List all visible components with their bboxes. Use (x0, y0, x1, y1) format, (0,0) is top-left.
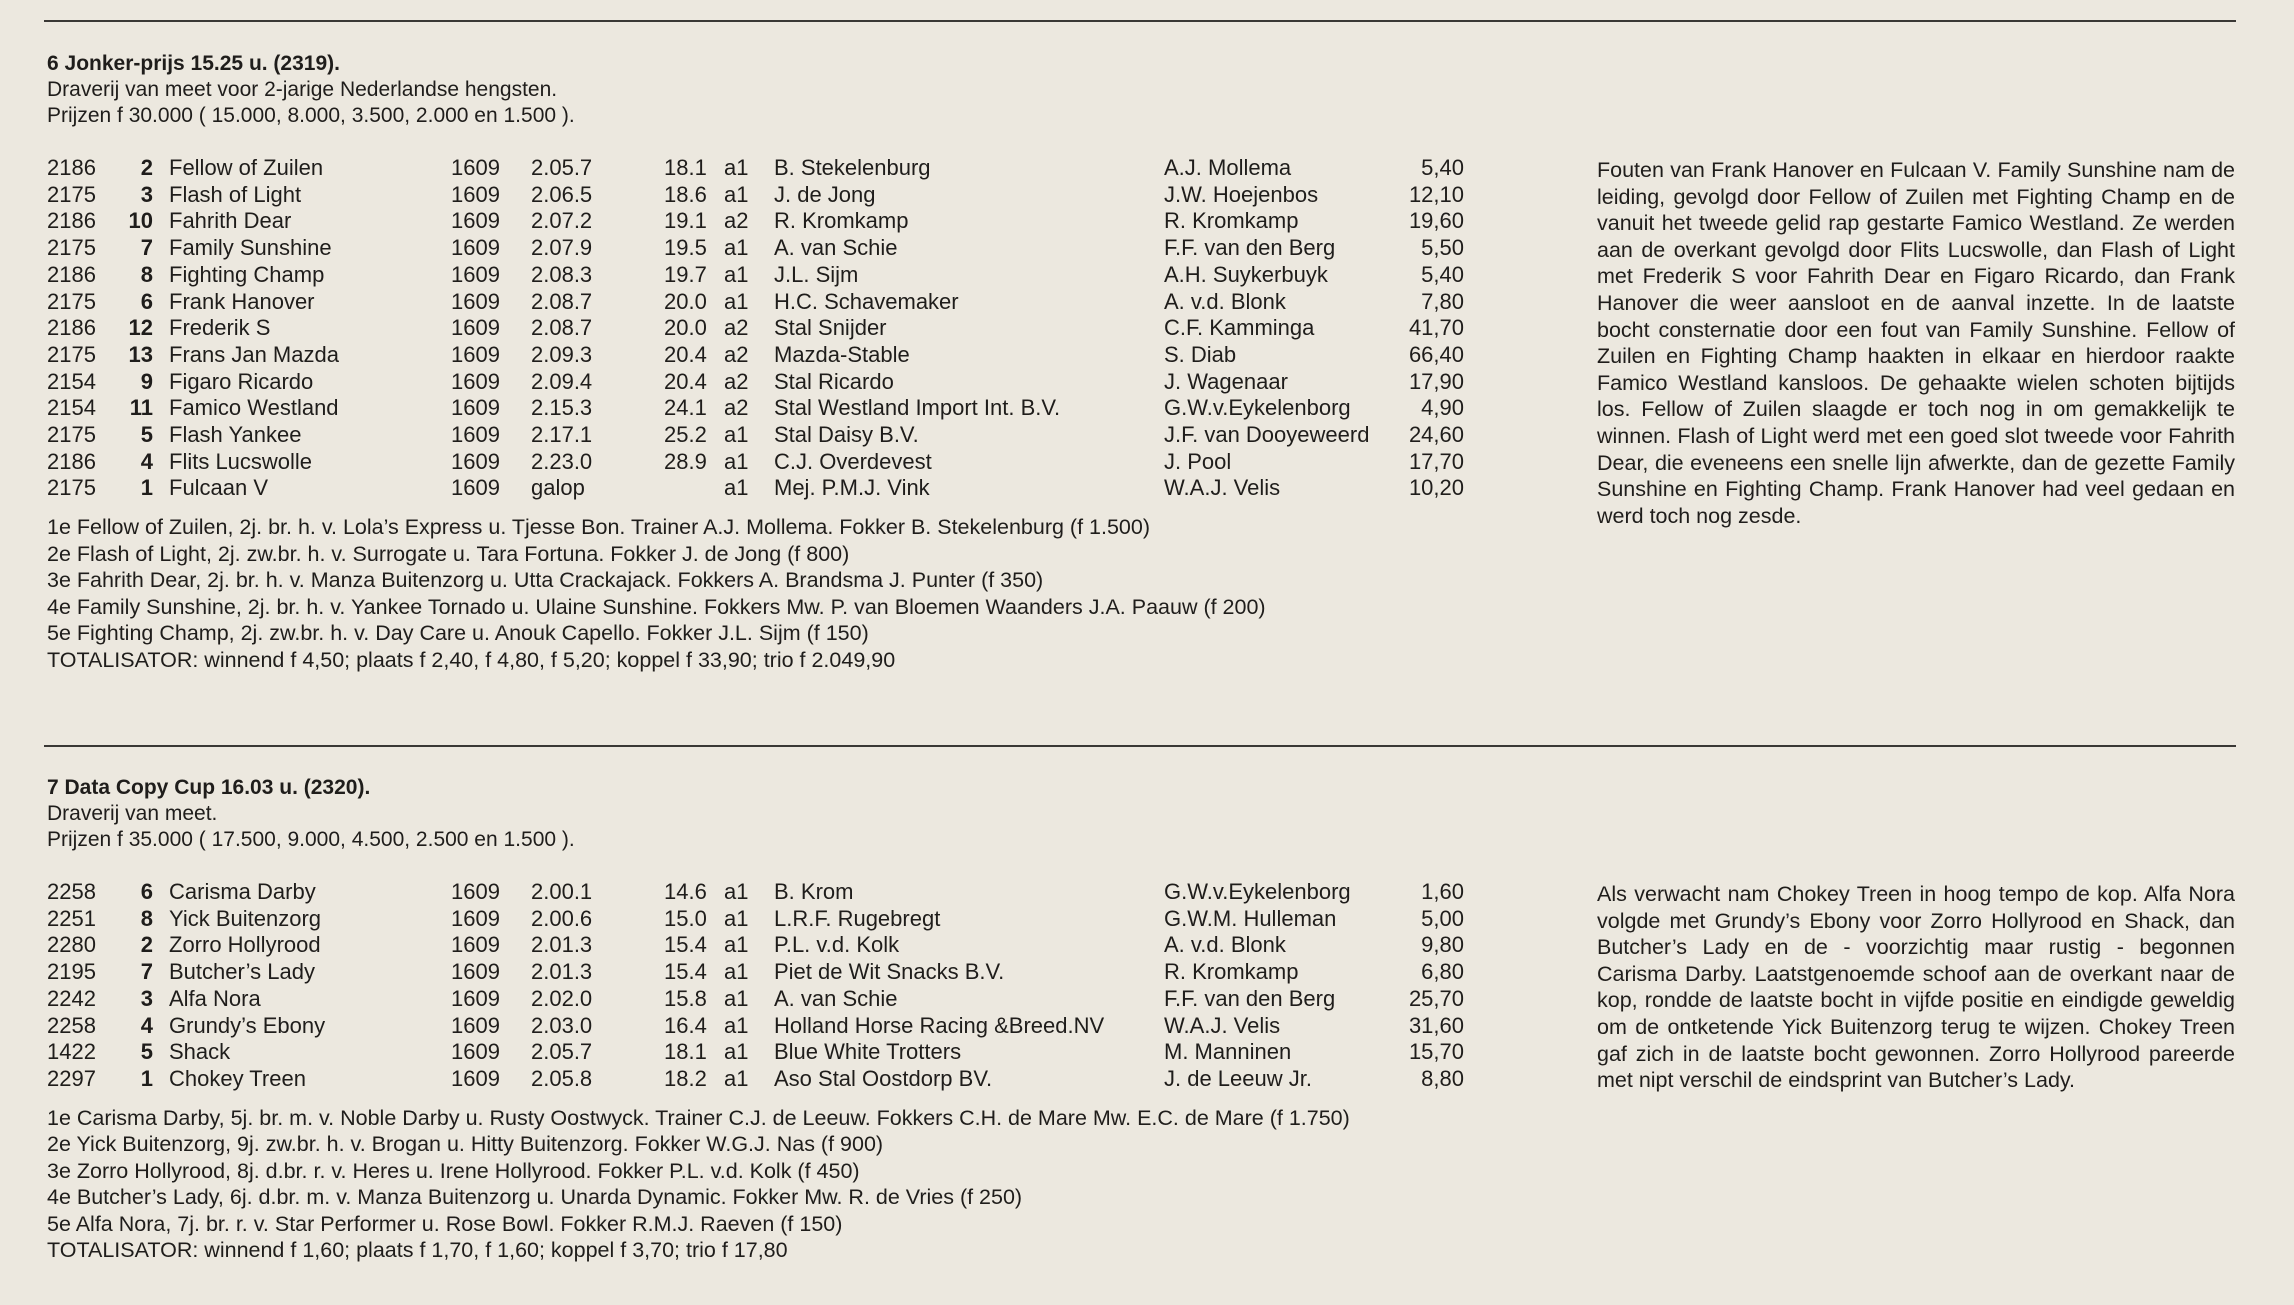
time-cell: 2.08.7 (531, 288, 593, 314)
result-row (47, 449, 1464, 476)
odds-cell: 4,90 (1421, 395, 1464, 421)
previous-race-cell: 2186 (47, 448, 96, 474)
result-row (47, 262, 1464, 289)
horse-number-cell: 6 (140, 879, 153, 904)
driver-owner-cell: Blue White Trotters (774, 1039, 962, 1065)
trainer-cell: G.W.M. Hulleman (1164, 905, 1337, 931)
horse-number-cell: 12 (128, 315, 153, 341)
distance-cell: 1609 (451, 879, 500, 904)
time-cell: 2.05.7 (531, 1039, 593, 1065)
distance-cell: 1609 (451, 1065, 500, 1091)
trainer-cell: F.F. van den Berg (1164, 985, 1336, 1011)
odds-cell: 41,70 (1408, 315, 1464, 341)
driver-owner-cell: B. Krom (774, 879, 854, 904)
previous-race-cell: 2175 (47, 288, 96, 314)
horse-name-cell: Chokey Treen (169, 1065, 306, 1091)
distance-cell: 1609 (451, 155, 500, 180)
horse-number-cell: 5 (140, 422, 153, 448)
previous-race-cell: 2297 (47, 1065, 96, 1091)
horse-name-cell: Frans Jan Mazda (169, 341, 339, 367)
section-divider (44, 745, 2236, 747)
horse-number-cell: 2 (140, 932, 153, 958)
km-time-cell: 20.0 (664, 288, 707, 314)
start-position-cell: a1 (724, 1039, 749, 1065)
km-time-cell: 20.4 (664, 341, 707, 367)
km-time-cell: 16.4 (664, 1012, 707, 1038)
previous-race-cell: 2258 (47, 879, 96, 904)
horse-name-cell: Fahrith Dear (169, 208, 292, 234)
previous-race-cell: 2186 (47, 155, 96, 180)
start-position-cell: a1 (724, 905, 749, 931)
horse-number-cell: 5 (140, 1039, 153, 1065)
horse-name-cell: Flits Lucswolle (169, 448, 313, 474)
time-cell: 2.07.2 (531, 208, 593, 234)
result-row (47, 155, 1464, 182)
time-cell: 2.08.3 (531, 261, 593, 287)
trainer-cell: J. de Leeuw Jr. (1164, 1065, 1312, 1091)
start-position-cell: a2 (724, 395, 749, 421)
previous-race-cell: 2258 (47, 1012, 96, 1038)
start-position-cell: a1 (724, 181, 749, 207)
trainer-cell: G.W.v.Eykelenborg (1164, 879, 1351, 904)
winner-line: 5e Fighting Champ, 2j. zw.br. h. v. Day Care u. Anouk Capello. Fokker J.L. Sijm (f 150) (47, 621, 869, 646)
result-row (47, 932, 1464, 959)
trainer-cell: F.F. van den Berg (1164, 235, 1336, 261)
driver-owner-cell: Mej. P.M.J. Vink (774, 475, 930, 501)
result-row (47, 1039, 1464, 1066)
result-row (47, 906, 1464, 933)
previous-race-cell: 2175 (47, 341, 96, 367)
previous-race-cell: 1422 (47, 1039, 96, 1065)
driver-owner-cell: H.C. Schavemaker (774, 288, 959, 314)
horse-number-cell: 8 (140, 261, 153, 287)
time-cell: 2.02.0 (531, 985, 593, 1011)
distance-cell: 1609 (451, 422, 500, 448)
result-row (47, 1013, 1464, 1040)
distance-cell: 1609 (451, 985, 500, 1011)
distance-cell: 1609 (451, 181, 500, 207)
odds-cell: 5,00 (1421, 905, 1464, 931)
driver-owner-cell: Stal Ricardo (774, 368, 894, 394)
start-position-cell: a1 (724, 879, 749, 904)
km-time-cell: 14.6 (664, 879, 707, 904)
race-title: 6 Jonker-prijs 15.25 u. (2319). (47, 52, 340, 75)
result-row (47, 879, 1464, 906)
odds-cell: 5,50 (1421, 235, 1464, 261)
horse-number-cell: 7 (140, 959, 153, 985)
distance-cell: 1609 (451, 368, 500, 394)
odds-cell: 15,70 (1408, 1039, 1464, 1065)
time-cell: 2.09.4 (531, 368, 593, 394)
distance-cell: 1609 (451, 341, 500, 367)
horse-name-cell: Fulcaan V (169, 475, 269, 501)
driver-owner-cell: A. van Schie (774, 235, 898, 261)
horse-number-cell: 3 (140, 985, 153, 1011)
race-prizes: Prijzen f 30.000 ( 15.000, 8.000, 3.500, 2.000 en 1.500 ). (47, 104, 575, 127)
horse-number-cell: 8 (140, 905, 153, 931)
winner-line: 1e Fellow of Zuilen, 2j. br. h. v. Lola’s Express u. Tjesse Bon. Trainer A.J. Mollema. Fokker B. Stekelenburg (f 1.500) (47, 515, 1150, 540)
odds-cell: 66,40 (1408, 341, 1464, 367)
km-time-cell: 28.9 (664, 448, 707, 474)
winner-line: 4e Family Sunshine, 2j. br. h. v. Yankee Tornado u. Ulaine Sunshine. Fokkers Mw. P. van Bloemen Waanders J.A. Paauw (f 200) (47, 594, 1266, 619)
horse-number-cell: 13 (128, 341, 153, 367)
previous-race-cell: 2195 (47, 959, 96, 985)
result-row (47, 342, 1464, 369)
result-row (47, 315, 1464, 342)
trainer-cell: R. Kromkamp (1164, 208, 1299, 234)
previous-race-cell: 2175 (47, 235, 96, 261)
result-row (47, 959, 1464, 986)
odds-cell: 10,20 (1408, 475, 1464, 501)
driver-owner-cell: Stal Snijder (774, 315, 887, 341)
start-position-cell: a1 (724, 422, 749, 448)
winner-line: 3e Fahrith Dear, 2j. br. h. v. Manza Buitenzorg u. Utta Crackajack. Fokkers A. Brandsma J. Punter (f 350) (47, 568, 1044, 593)
odds-cell: 12,10 (1408, 181, 1464, 207)
driver-owner-cell: R. Kromkamp (774, 208, 909, 234)
result-row (47, 208, 1464, 235)
horse-name-cell: Alfa Nora (169, 985, 261, 1011)
winner-line: 4e Butcher’s Lady, 6j. d.br. m. v. Manza Buitenzorg u. Unarda Dynamic. Fokker Mw. R. de Vries (f 250) (47, 1185, 1023, 1210)
previous-race-cell: 2280 (47, 932, 96, 958)
km-time-cell: 20.0 (664, 315, 707, 341)
start-position-cell: a1 (724, 155, 749, 180)
race-conditions: Draverij van meet. (47, 802, 218, 825)
start-position-cell: a1 (724, 985, 749, 1011)
distance-cell: 1609 (451, 959, 500, 985)
time-cell: 2.03.0 (531, 1012, 593, 1038)
odds-cell: 25,70 (1408, 985, 1464, 1011)
winner-line: 5e Alfa Nora, 7j. br. r. v. Star Performer u. Rose Bowl. Fokker R.M.J. Raeven (f 150) (47, 1211, 843, 1236)
odds-cell: 17,90 (1408, 368, 1464, 394)
km-time-cell: 18.1 (664, 155, 707, 180)
race-conditions: Draverij van meet voor 2-jarige Nederlandse hengsten. (47, 78, 558, 101)
odds-cell: 7,80 (1421, 288, 1464, 314)
time-cell: 2.08.7 (531, 315, 593, 341)
driver-owner-cell: J. de Jong (774, 181, 876, 207)
distance-cell: 1609 (451, 235, 500, 261)
horse-name-cell: Butcher’s Lady (169, 959, 315, 985)
time-cell: 2.00.1 (531, 879, 593, 904)
horse-name-cell: Shack (169, 1039, 231, 1065)
result-row (47, 475, 1464, 502)
distance-cell: 1609 (451, 261, 500, 287)
driver-owner-cell: L.R.F. Rugebregt (774, 905, 941, 931)
trainer-cell: C.F. Kamminga (1164, 315, 1315, 341)
horse-number-cell: 9 (140, 368, 153, 394)
km-time-cell: 20.4 (664, 368, 707, 394)
driver-owner-cell: Stal Daisy B.V. (774, 422, 919, 448)
time-cell: 2.05.7 (531, 155, 593, 180)
driver-owner-cell: B. Stekelenburg (774, 155, 931, 180)
odds-cell: 19,60 (1408, 208, 1464, 234)
trainer-cell: A. v.d. Blonk (1164, 932, 1286, 958)
time-cell: 2.01.3 (531, 959, 593, 985)
previous-race-cell: 2242 (47, 985, 96, 1011)
odds-cell: 6,80 (1421, 959, 1464, 985)
horse-number-cell: 2 (140, 155, 153, 180)
start-position-cell: a1 (724, 932, 749, 958)
km-time-cell: 15.4 (664, 932, 707, 958)
distance-cell: 1609 (451, 315, 500, 341)
horse-number-cell: 7 (140, 235, 153, 261)
start-position-cell: a2 (724, 208, 749, 234)
race-report: Als verwacht nam Chokey Treen in hoog tempo de kop. Alfa Nora volgde met Grundy’s Ebony voor Zorro Hollyrood en Shack, dan Butcher’s Lady en de - voorzichtig maar rustig - begonnen Carisma Darby. Laatstgenoemde schoof aan de overkant naar de kop, rondde de laatste bocht in vijfde positie en eindigde geweldig om de ontketende Yick Buitenzorg terug te wijzen. Chokey Treen gaf zich in de laatste bocht gewonnen. Zorro Hollyrood pareerde met nipt verschil de eindsprint van Butcher’s Lady. (1597, 882, 2235, 1093)
driver-owner-cell: Stal Westland Import Int. B.V. (774, 395, 1061, 421)
previous-race-cell: 2175 (47, 181, 96, 207)
distance-cell: 1609 (451, 395, 500, 421)
trainer-cell: J. Wagenaar (1164, 368, 1288, 394)
start-position-cell: a1 (724, 235, 749, 261)
odds-cell: 24,60 (1408, 422, 1464, 448)
odds-cell: 17,70 (1408, 448, 1464, 474)
previous-race-cell: 2186 (47, 208, 96, 234)
driver-owner-cell: Mazda-Stable (774, 341, 910, 367)
odds-cell: 8,80 (1421, 1065, 1464, 1091)
km-time-cell: 19.1 (664, 208, 707, 234)
previous-race-cell: 2154 (47, 368, 96, 394)
time-cell: 2.09.3 (531, 341, 593, 367)
trainer-cell: A. v.d. Blonk (1164, 288, 1286, 314)
km-time-cell (664, 475, 724, 502)
driver-owner-cell: Aso Stal Oostdorp BV. (774, 1065, 993, 1091)
horse-number-cell: 6 (140, 288, 153, 314)
odds-cell: 5,40 (1421, 261, 1464, 287)
horse-number-cell: 3 (140, 181, 153, 207)
winner-line: 1e Carisma Darby, 5j. br. m. v. Noble Darby u. Rusty Oostwyck. Trainer C.J. de Leeuw. Fokkers C.H. de Mare Mw. E.C. de Mare (f 1.750) (47, 1105, 1350, 1130)
trainer-cell: M. Manninen (1164, 1039, 1292, 1065)
time-cell: 2.00.6 (531, 905, 593, 931)
km-time-cell: 18.2 (664, 1065, 707, 1091)
trainer-cell: J.W. Hoejenbos (1164, 181, 1319, 207)
horse-name-cell: Fighting Champ (169, 261, 325, 287)
horse-name-cell: Frederik S (169, 315, 271, 341)
horse-name-cell: Flash of Light (169, 181, 302, 207)
start-position-cell: a1 (724, 448, 749, 474)
winner-line: 3e Zorro Hollyrood, 8j. d.br. r. v. Heres u. Irene Hollyrood. Fokker P.L. v.d. Kolk (f 450) (47, 1158, 860, 1183)
trainer-cell: J. Pool (1164, 448, 1232, 474)
driver-owner-cell: J.L. Sijm (774, 261, 859, 287)
horse-name-cell: Carisma Darby (169, 879, 316, 904)
start-position-cell: a2 (724, 341, 749, 367)
start-position-cell: a1 (724, 959, 749, 985)
km-time-cell: 24.1 (664, 395, 707, 421)
distance-cell: 1609 (451, 1012, 500, 1038)
horse-name-cell: Family Sunshine (169, 235, 332, 261)
winners-list (47, 1105, 2247, 1264)
results-table (47, 879, 1464, 1093)
km-time-cell: 25.2 (664, 422, 707, 448)
start-position-cell: a1 (724, 475, 749, 501)
horse-name-cell: Fellow of Zuilen (169, 155, 324, 180)
time-cell: galop (531, 475, 585, 501)
horse-number-cell: 10 (128, 208, 153, 234)
start-position-cell: a1 (724, 1012, 749, 1038)
distance-cell: 1609 (451, 448, 500, 474)
horse-name-cell: Flash Yankee (169, 422, 302, 448)
horse-number-cell: 4 (140, 1012, 153, 1038)
odds-cell: 1,60 (1421, 879, 1464, 904)
time-cell: 2.07.9 (531, 235, 593, 261)
horse-number-cell: 11 (129, 395, 153, 421)
winner-line: 2e Yick Buitenzorg, 9j. zw.br. h. v. Brogan u. Hitty Buitenzorg. Fokker W.G.J. Nas (f 900) (47, 1132, 884, 1157)
result-row (47, 1066, 1464, 1093)
odds-cell: 31,60 (1408, 1012, 1464, 1038)
start-position-cell: a2 (724, 368, 749, 394)
driver-owner-cell: Piet de Wit Snacks B.V. (774, 959, 1005, 985)
horse-name-cell: Famico Westland (169, 395, 339, 421)
trainer-cell: R. Kromkamp (1164, 959, 1299, 985)
result-row (47, 235, 1464, 262)
km-time-cell: 19.5 (664, 235, 707, 261)
previous-race-cell: 2186 (47, 315, 96, 341)
driver-owner-cell: P.L. v.d. Kolk (774, 932, 900, 958)
km-time-cell: 15.4 (664, 959, 707, 985)
results-table (47, 155, 1464, 502)
start-position-cell: a2 (724, 315, 749, 341)
driver-owner-cell: A. van Schie (774, 985, 898, 1011)
previous-race-cell: 2186 (47, 261, 96, 287)
previous-race-cell: 2251 (47, 905, 96, 931)
totalisator-line: TOTALISATOR: winnend f 4,50; plaats f 2,40, f 4,80, f 5,20; koppel f 33,90; trio f 2.049,90 (47, 647, 896, 672)
previous-race-cell: 2175 (47, 475, 96, 501)
distance-cell: 1609 (451, 905, 500, 931)
odds-cell: 5,40 (1421, 155, 1464, 180)
time-cell: 2.05.8 (531, 1065, 593, 1091)
race-title: 7 Data Copy Cup 16.03 u. (2320). (47, 776, 371, 799)
distance-cell: 1609 (451, 932, 500, 958)
time-cell: 2.17.1 (531, 422, 593, 448)
odds-cell: 9,80 (1421, 932, 1464, 958)
result-row (47, 182, 1464, 209)
race-prizes: Prijzen f 35.000 ( 17.500, 9.000, 4.500, 2.500 en 1.500 ). (47, 828, 575, 851)
time-cell: 2.01.3 (531, 932, 593, 958)
top-rule (44, 20, 2236, 22)
result-row (47, 986, 1464, 1013)
result-row (47, 369, 1464, 396)
time-cell: 2.23.0 (531, 448, 593, 474)
distance-cell: 1609 (451, 208, 500, 234)
distance-cell: 1609 (451, 288, 500, 314)
horse-number-cell: 4 (140, 448, 153, 474)
result-row (47, 422, 1464, 449)
trainer-cell: J.F. van Dooyeweerd (1164, 422, 1370, 448)
horse-name-cell: Yick Buitenzorg (169, 905, 322, 931)
km-time-cell: 15.8 (664, 985, 707, 1011)
horse-name-cell: Figaro Ricardo (169, 368, 314, 394)
km-time-cell: 18.1 (664, 1039, 707, 1065)
start-position-cell: a1 (724, 288, 749, 314)
km-time-cell: 18.6 (664, 181, 707, 207)
km-time-cell: 19.7 (664, 261, 707, 287)
driver-owner-cell: Holland Horse Racing &Breed.NV (774, 1012, 1105, 1038)
totalisator-line: TOTALISATOR: winnend f 1,60; plaats f 1,70, f 1,60; koppel f 3,70; trio f 17,80 (47, 1238, 788, 1263)
start-position-cell: a1 (724, 1065, 749, 1091)
start-position-cell: a1 (724, 261, 749, 287)
result-row (47, 289, 1464, 316)
previous-race-cell: 2175 (47, 422, 96, 448)
horse-number-cell: 1 (140, 1065, 153, 1091)
km-time-cell: 15.0 (664, 905, 707, 931)
trainer-cell: W.A.J. Velis (1164, 475, 1281, 501)
race-report: Fouten van Frank Hanover en Fulcaan V. Family Sunshine nam de leiding, gevolgd door Fellow of Zuilen met Fighting Champ en de vanuit het tweede gelid rap gestarte Famico Westland. Ze werden aan de overkant gevolgd door Flits Lucswolle, dan Flash of Light met Frederik S voor Fahrith Dear en Figaro Ricardo, dan Frank Hanover die weer aansloot en de aanval inzette. In de laatste bocht consternatie door een fout van Family Sunshine. Fellow of Zuilen en Fighting Champ haakten in elkaar en hierdoor raakte Famico Westland kansloos. De gehaakte wielen schoten bijtijds los. Fellow of Zuilen slaagde er toch nog in om gemakkelijk te winnen. Flash of Light werd met een goed slot tweede voor Fahrith Dear, die eveneens een snelle lijn afwerkte, dan de gezette Family Sunshine en Fighting Champ. Frank Hanover had veel gedaan en werd toch nog zesde. (1597, 158, 2235, 528)
horse-name-cell: Grundy’s Ebony (169, 1012, 326, 1038)
trainer-cell: S. Diab (1164, 341, 1237, 367)
trainer-cell: G.W.v.Eykelenborg (1164, 395, 1351, 421)
trainer-cell: W.A.J. Velis (1164, 1012, 1281, 1038)
horse-number-cell: 1 (140, 475, 153, 501)
driver-owner-cell: C.J. Overdevest (774, 448, 932, 474)
result-row (47, 395, 1464, 422)
time-cell: 2.06.5 (531, 181, 593, 207)
winners-list (47, 514, 2247, 673)
horse-name-cell: Frank Hanover (169, 288, 315, 314)
trainer-cell: A.J. Mollema (1164, 155, 1292, 180)
distance-cell: 1609 (451, 1039, 500, 1065)
distance-cell: 1609 (451, 475, 500, 501)
previous-race-cell: 2154 (47, 395, 96, 421)
trainer-cell: A.H. Suykerbuyk (1164, 261, 1328, 287)
time-cell: 2.15.3 (531, 395, 593, 421)
horse-name-cell: Zorro Hollyrood (169, 932, 321, 958)
winner-line: 2e Flash of Light, 2j. zw.br. h. v. Surrogate u. Tara Fortuna. Fokker J. de Jong (f 800) (47, 541, 850, 566)
